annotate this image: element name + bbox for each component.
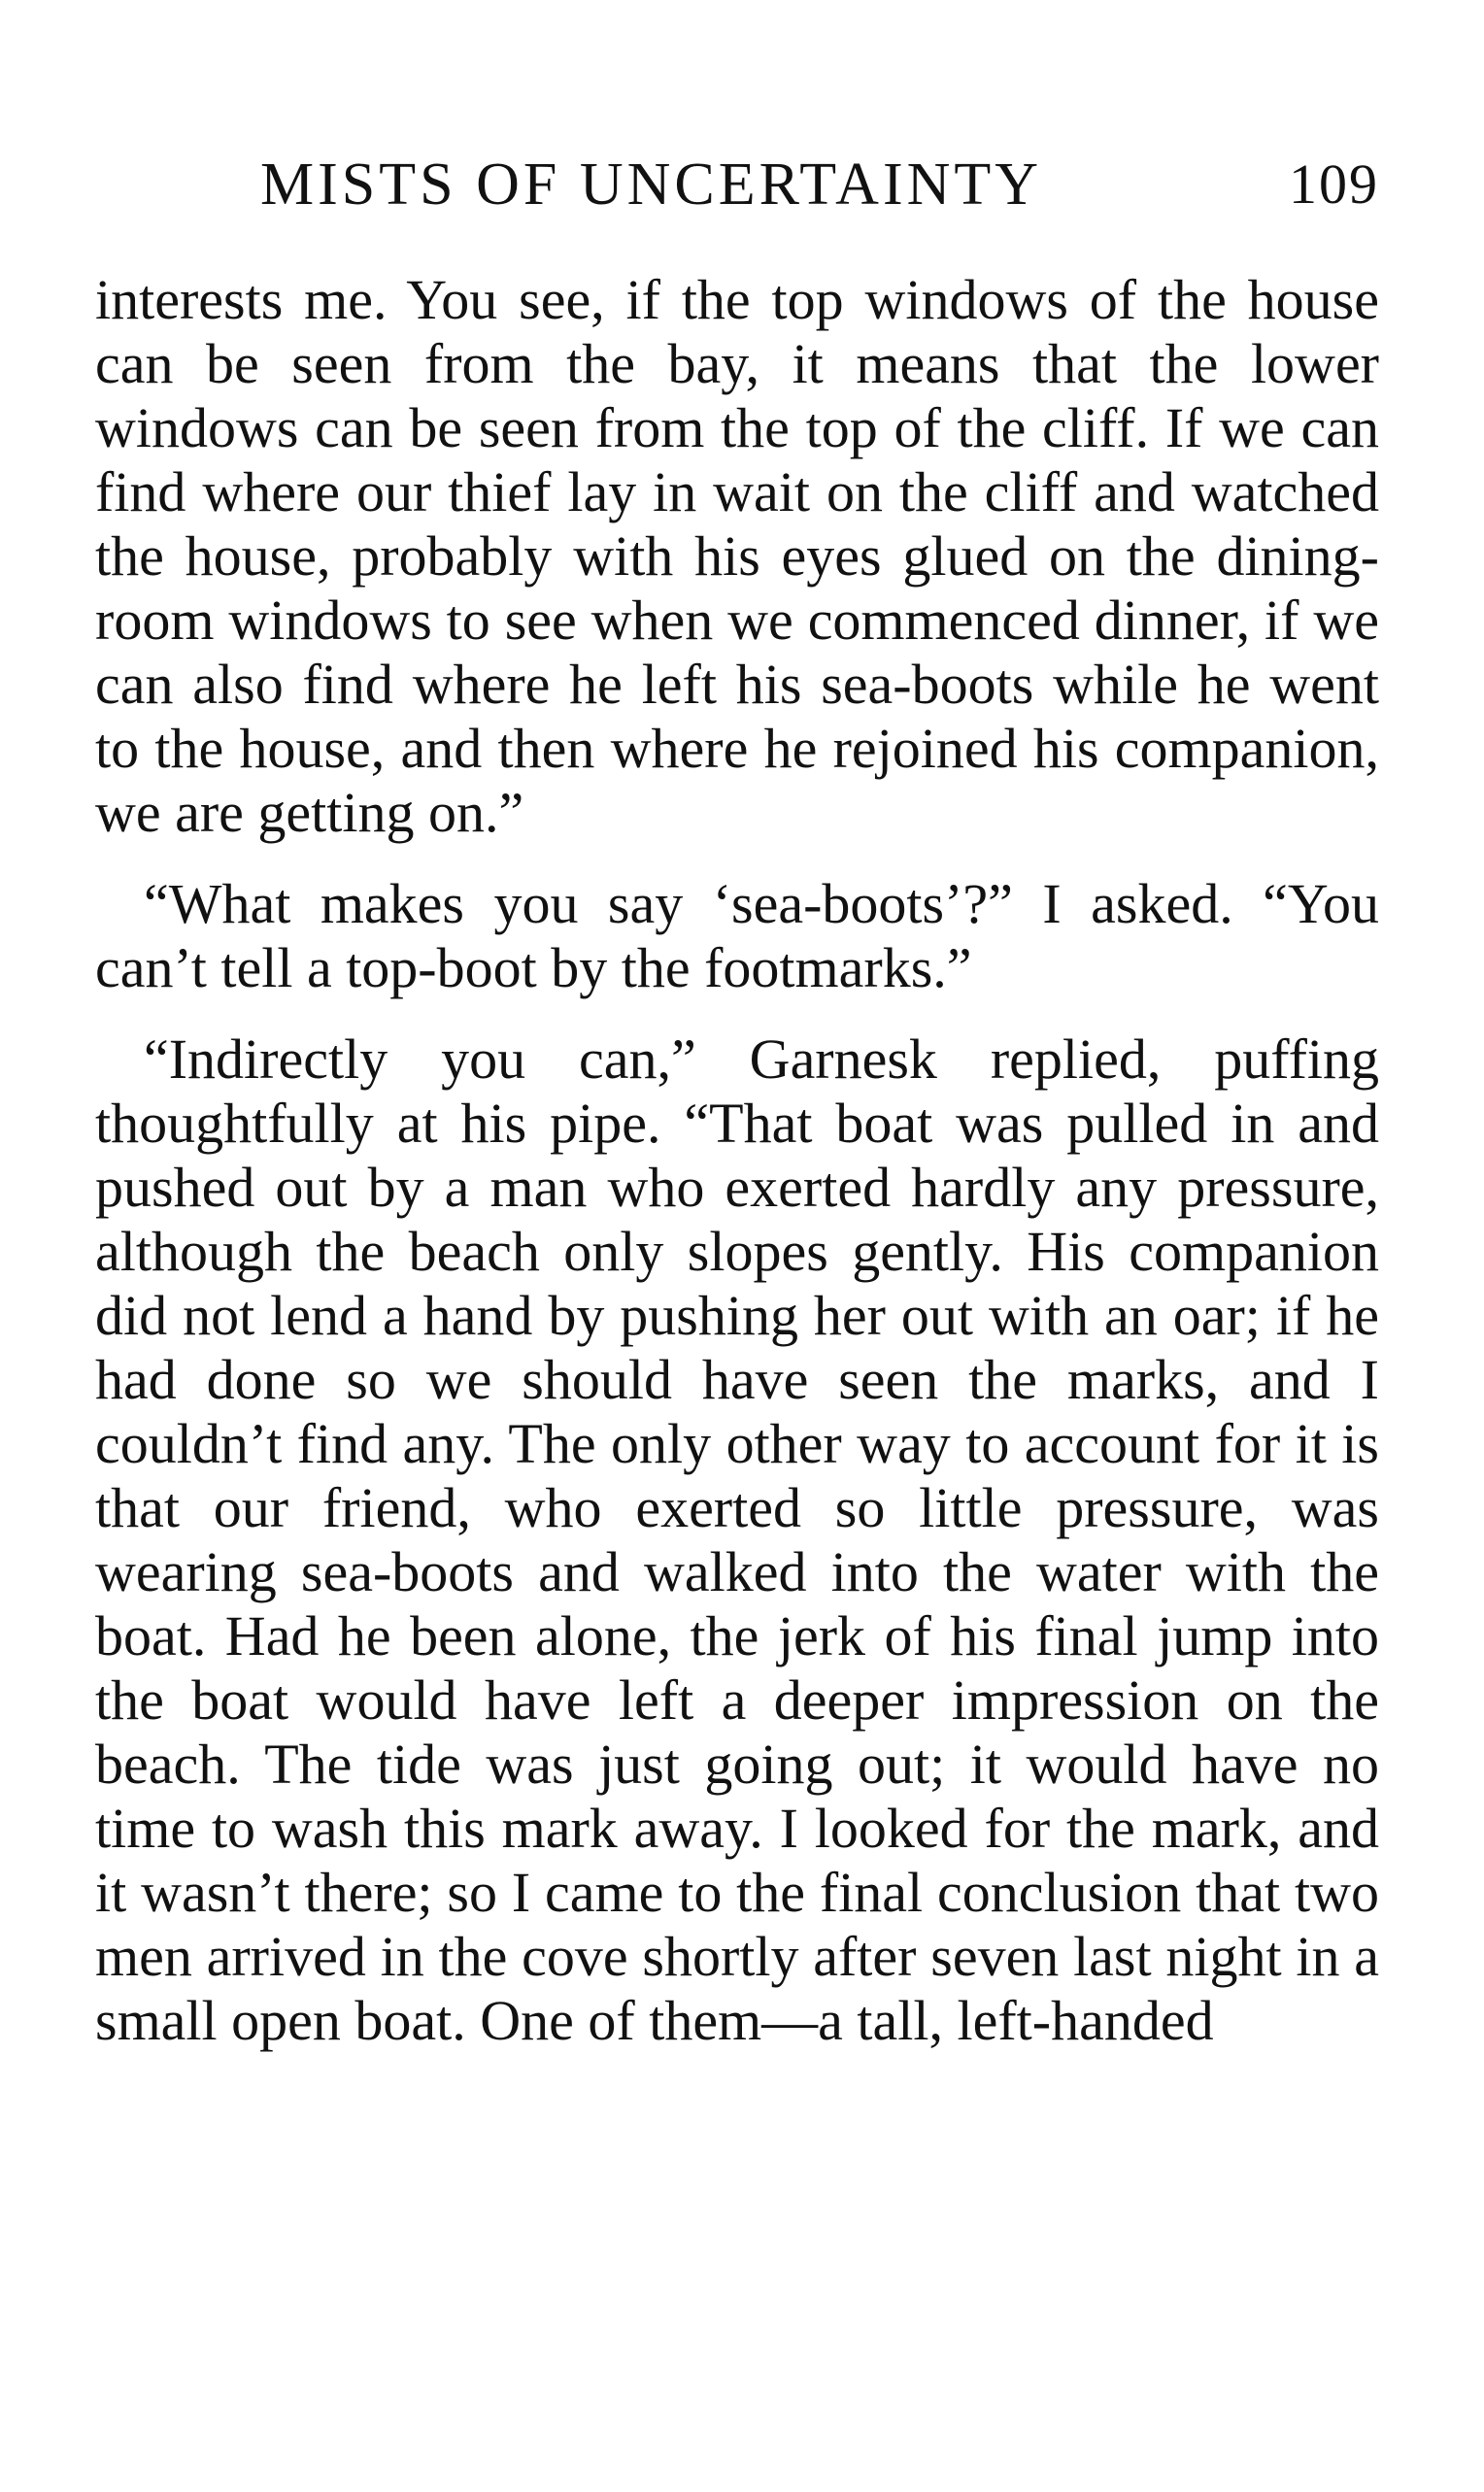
running-title: MISTS OF UNCERTAINTY	[260, 152, 1043, 218]
page-number: 109	[1289, 152, 1379, 216]
paragraph-explanation: “Indirectly you can,” Garnesk replied, puffing thoughtfully at his pipe. “That boat was pulled in and pushed out by a man who exerted hardly any pressure, although the beach only slopes gently. His companion did not lend a hand by pushing her out with an oar; if he had done so we should have seen the marks, and I couldn’t find any. The only other way to account for it is that our friend, who exerted so little pressure, was wearing sea-boots and walked into the water with the boat. Had he been alone, the jerk of his final jump into the boat would have left a deeper impression on the beach. The tide was just going out; it would have no time to wash this mark away. I looked for the mark, and it wasn’t there; so I came to the final conclusion that two men arrived in the cove shortly after seven last night in a small open boat. One of them—a tall, left-handed	[95, 1027, 1379, 2052]
paragraph-continuation: interests me. You see, if the top windows of the house can be seen from the bay, it means that the lower windows can be seen from the top of the cliff. If we can find where our thief lay in wait on the cliff and watched the house, probably with his eyes glued on the dining-room windows to see when we commenced dinner, if we can also find where he left his sea-boots while he went to the house, and then where he rejoined his companion, we are getting on.”	[95, 268, 1379, 844]
body-text	[95, 268, 1379, 2053]
paragraph-question: “What makes you say ‘sea-boots’?” I asked. “You can’t tell a top-boot by the footmarks.”	[95, 872, 1379, 999]
running-head	[95, 146, 1379, 223]
